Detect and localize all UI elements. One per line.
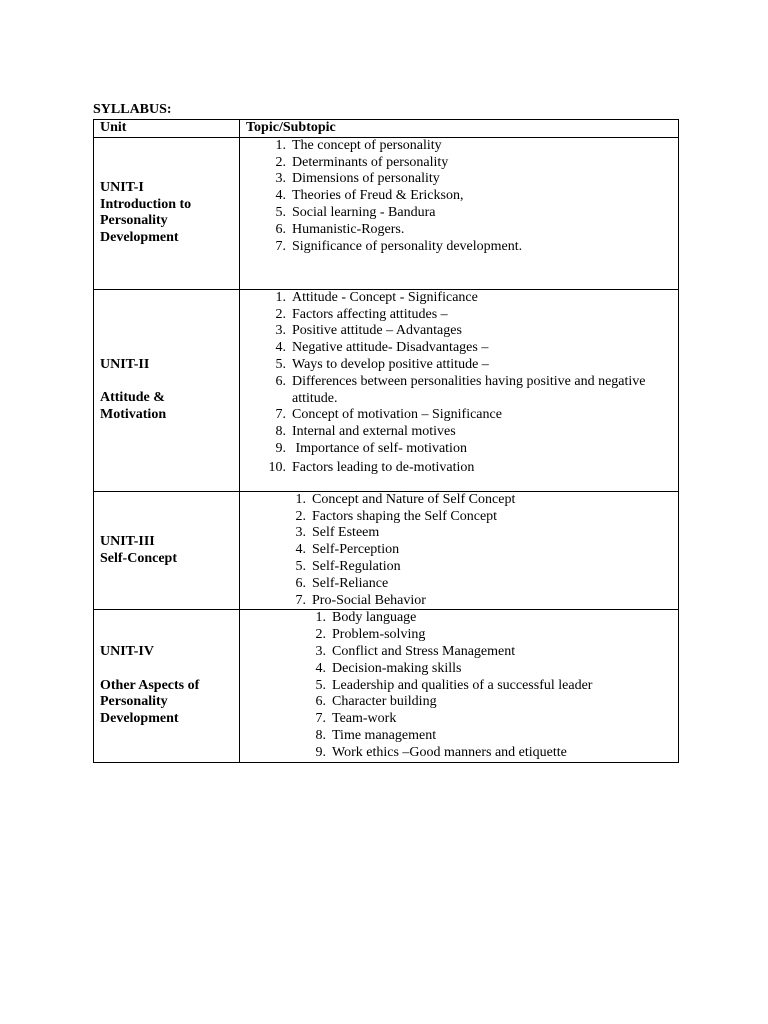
column-header-unit: Unit xyxy=(94,120,240,138)
unit-title-line: Introduction to xyxy=(100,196,192,212)
topic-item: 2. Determinants of personality xyxy=(275,154,449,170)
topic-item: 8. Time management xyxy=(315,727,437,743)
topic-item: 6. Character building xyxy=(315,694,437,710)
topic-item: 3. Conflict and Stress Management xyxy=(315,643,516,659)
unit-cell xyxy=(94,491,240,610)
topic-item: 6. Humanistic-Rogers. xyxy=(275,221,405,237)
topic-item: 5. Social learning - Bandura xyxy=(275,204,436,220)
topic-item: 7. Concept of motivation – Significance xyxy=(275,407,502,423)
unit-code: UNIT-I xyxy=(100,179,144,195)
unit-title-line: Self-Concept xyxy=(100,550,177,566)
topic-item: 2. Problem-solving xyxy=(315,627,426,643)
topic-item: 1. Attitude - Concept - Significance xyxy=(275,289,478,305)
topic-item: 5. Ways to develop positive attitude – xyxy=(275,356,489,372)
topic-item: 7. Significance of personality development. xyxy=(275,238,523,254)
unit-row-4 xyxy=(94,610,679,762)
topic-list xyxy=(240,610,678,761)
topics-cell xyxy=(240,289,679,491)
topic-item: 3. Self Esteem xyxy=(295,525,380,541)
unit-code: UNIT-IV xyxy=(100,643,154,659)
topic-item: 1. The concept of personality xyxy=(275,137,442,153)
topic-item: 6. Differences between personalities having positive and negative attitude. xyxy=(275,373,646,406)
topic-item: 6. Self-Reliance xyxy=(295,575,389,591)
syllabus-table xyxy=(93,119,679,763)
topics-cell xyxy=(240,610,679,762)
unit-cell xyxy=(94,137,240,289)
unit-cell xyxy=(94,610,240,762)
topic-item: 3. Positive attitude – Advantages xyxy=(275,323,462,339)
topic-item: 5. Self-Regulation xyxy=(295,558,401,574)
topic-item: 10. Factors leading to de-motivation xyxy=(268,459,475,475)
topics-cell xyxy=(240,491,679,610)
topic-item: 4. Theories of Freud & Erickson, xyxy=(275,188,464,204)
topic-list xyxy=(240,492,678,610)
topic-item: 9. Work ethics –Good manners and etiquette xyxy=(315,744,567,760)
unit-row-2 xyxy=(94,289,679,491)
topic-item: 3. Dimensions of personality xyxy=(275,171,440,187)
topic-item: 1. Body language xyxy=(315,610,417,626)
unit-title-line: Motivation xyxy=(100,407,167,423)
topic-item: 7. Team-work xyxy=(315,711,397,727)
topic-item: 2. Factors affecting attitudes – xyxy=(275,306,448,322)
topic-item: 4. Decision-making skills xyxy=(315,660,462,676)
unit-title-line: Attitude & xyxy=(100,390,165,406)
topic-item: 4. Negative attitude- Disadvantages – xyxy=(275,340,489,356)
unit-title-line: Personality xyxy=(100,213,168,229)
table-header-row xyxy=(94,120,679,138)
unit-row-3 xyxy=(94,491,679,610)
topic-item: 5. Leadership and qualities of a successful leader xyxy=(315,677,593,693)
unit-title-line: Development xyxy=(100,230,179,246)
unit-title-line: Personality xyxy=(100,694,168,710)
unit-title-line: Development xyxy=(100,711,179,727)
unit-title-line: Other Aspects of xyxy=(100,677,200,693)
unit-code: UNIT-II xyxy=(100,356,150,372)
topic-list xyxy=(240,290,678,478)
column-header-topic: Topic/Subtopic xyxy=(240,120,679,138)
unit-code: UNIT-III xyxy=(100,533,155,549)
topic-item: 8. Internal and external motives xyxy=(275,424,456,440)
topic-item: 9. Importance of self- motivation xyxy=(275,440,467,456)
topic-item: 1. Concept and Nature of Self Concept xyxy=(295,491,516,507)
topic-item: 7. Pro-Social Behavior xyxy=(295,592,426,608)
topics-cell xyxy=(240,137,679,289)
topic-list xyxy=(240,138,678,256)
topic-item: 4. Self-Perception xyxy=(295,542,400,558)
unit-cell xyxy=(94,289,240,491)
unit-row-1 xyxy=(94,137,679,289)
syllabus-heading: SYLLABUS: xyxy=(93,102,172,117)
topic-item: 2. Factors shaping the Self Concept xyxy=(295,508,498,524)
